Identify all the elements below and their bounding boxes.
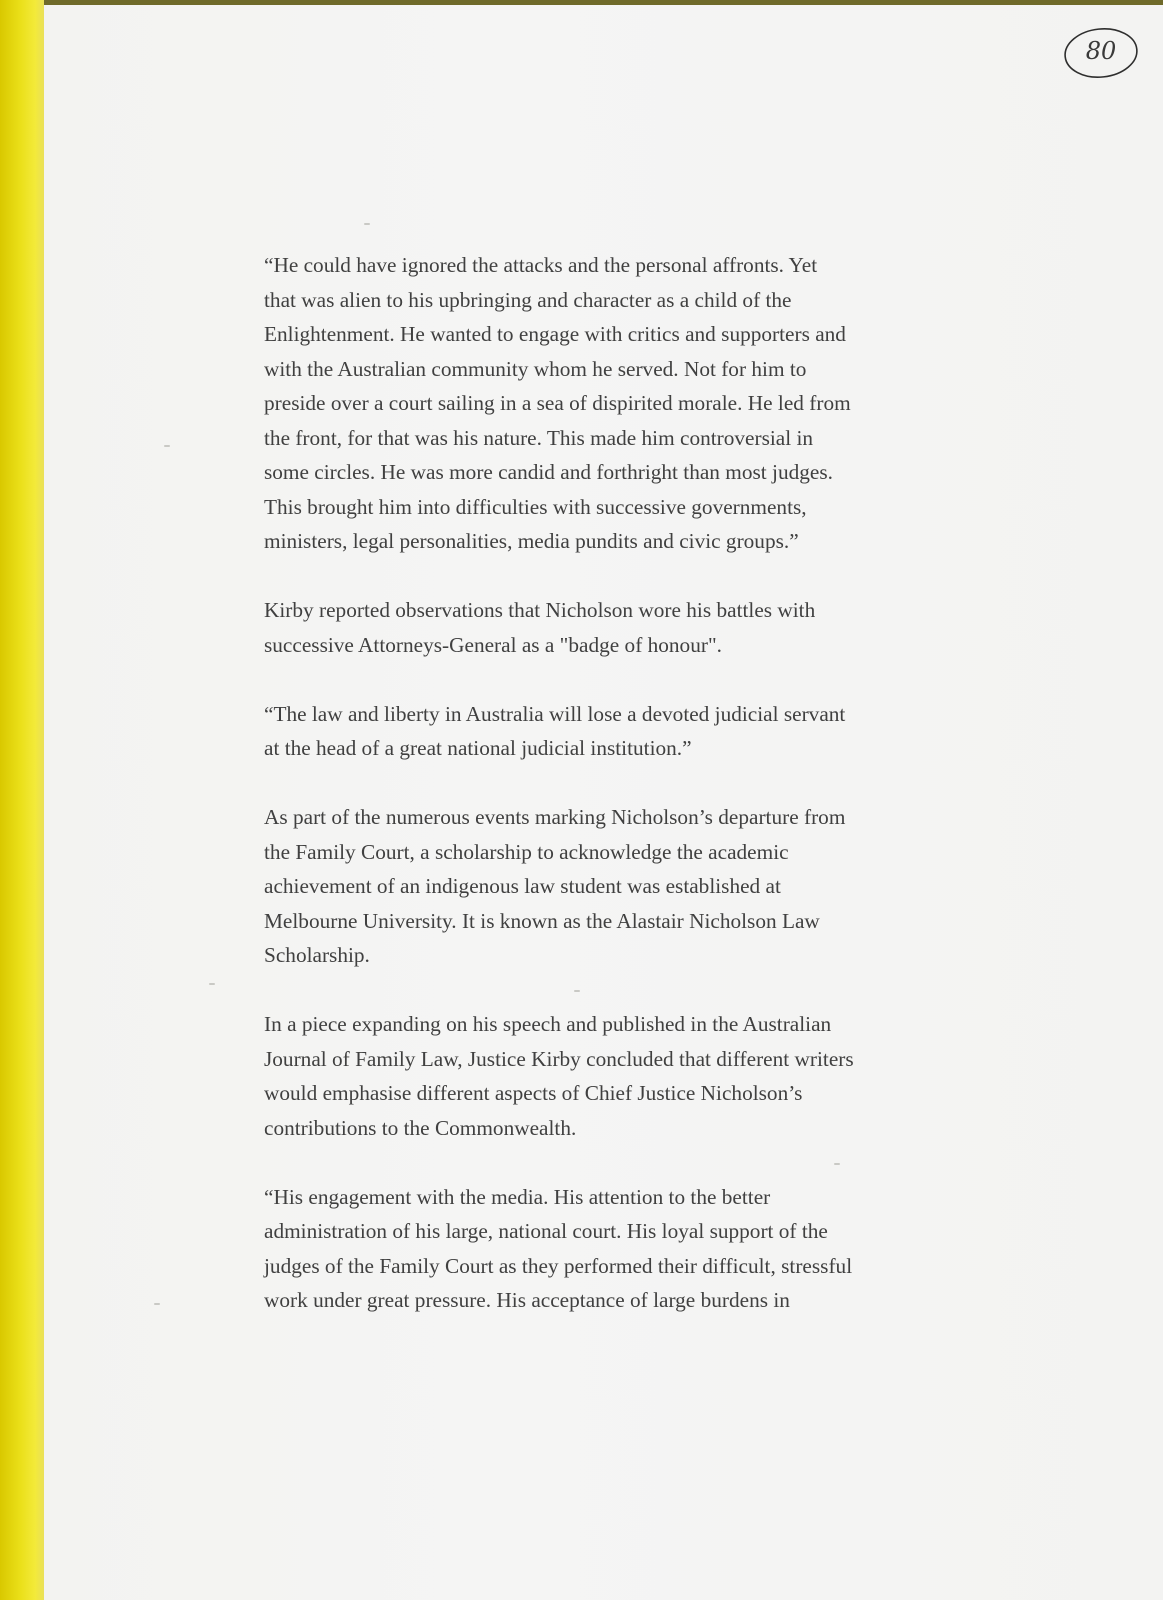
paragraph-kirby-observations	[264, 593, 964, 662]
text-line: the front, for that was his nature. This made him controversial in	[264, 425, 814, 450]
paragraph-journal-piece	[264, 1007, 964, 1145]
text-line: that was alien to his upbringing and character as a child of the	[264, 287, 792, 312]
text-line: In a piece expanding on his speech and published in the Australian	[264, 1012, 832, 1036]
paragraph-quote-2	[264, 697, 964, 766]
text-line: “His engagement with the media. His attention to the better	[264, 1184, 771, 1209]
scan-speck	[154, 1303, 160, 1305]
text-line: ministers, legal personalities, media pundits and civic groups.”	[264, 529, 799, 553]
paragraph-quote-1	[264, 248, 964, 559]
document-body	[264, 248, 964, 1318]
text-line: “The law and liberty in Australia will lose a devoted judicial servant	[264, 701, 846, 726]
text-line: Melbourne University. It is known as the Alastair Nicholson Law	[264, 908, 820, 933]
text-line: As part of the numerous events marking Nicholson’s departure from	[264, 805, 846, 829]
scan-speck	[164, 445, 170, 447]
yellow-binding-edge	[0, 0, 44, 1600]
text-line: work under great pressure. His acceptance of large burdens in	[264, 1288, 790, 1312]
text-line: “He could have ignored the attacks and the personal affronts. Yet	[264, 253, 818, 277]
text-line: This brought him into difficulties with successive governments,	[264, 494, 807, 519]
text-line: Journal of Family Law, Justice Kirby concluded that different writers	[264, 1046, 854, 1071]
paragraph-quote-3	[264, 1180, 964, 1318]
text-line: judges of the Family Court as they performed their difficult, stressful	[264, 1253, 853, 1278]
text-line: contributions to the Commonwealth.	[264, 1115, 577, 1140]
text-line: Scholarship.	[264, 943, 370, 967]
text-line: successive Attorneys-General as a "badge of honour".	[264, 632, 722, 657]
text-line: would emphasise different aspects of Chief Justice Nicholson’s	[264, 1081, 803, 1105]
text-line: Kirby reported observations that Nicholson wore his battles with	[264, 598, 816, 622]
paragraph-scholarship	[264, 800, 964, 973]
scan-speck	[209, 983, 215, 985]
text-line: achievement of an indigenous law student was established at	[264, 874, 781, 898]
handwritten-page-number	[1062, 25, 1140, 81]
text-line: the Family Court, a scholarship to acknowledge the academic	[264, 839, 789, 864]
text-line: administration of his large, national court. His loyal support of the	[264, 1219, 828, 1243]
page-number-text: 80	[1085, 37, 1117, 65]
text-line: with the Australian community whom he served. Not for him to	[264, 356, 807, 381]
text-line: preside over a court sailing in a sea of dispirited morale. He led from	[264, 391, 851, 415]
text-line: Enlightenment. He wanted to engage with critics and supporters and	[264, 322, 846, 346]
text-line: some circles. He was more candid and forthright than most judges.	[264, 460, 833, 484]
text-line: at the head of a great national judicial institution.”	[264, 736, 692, 760]
scan-speck	[364, 223, 370, 225]
